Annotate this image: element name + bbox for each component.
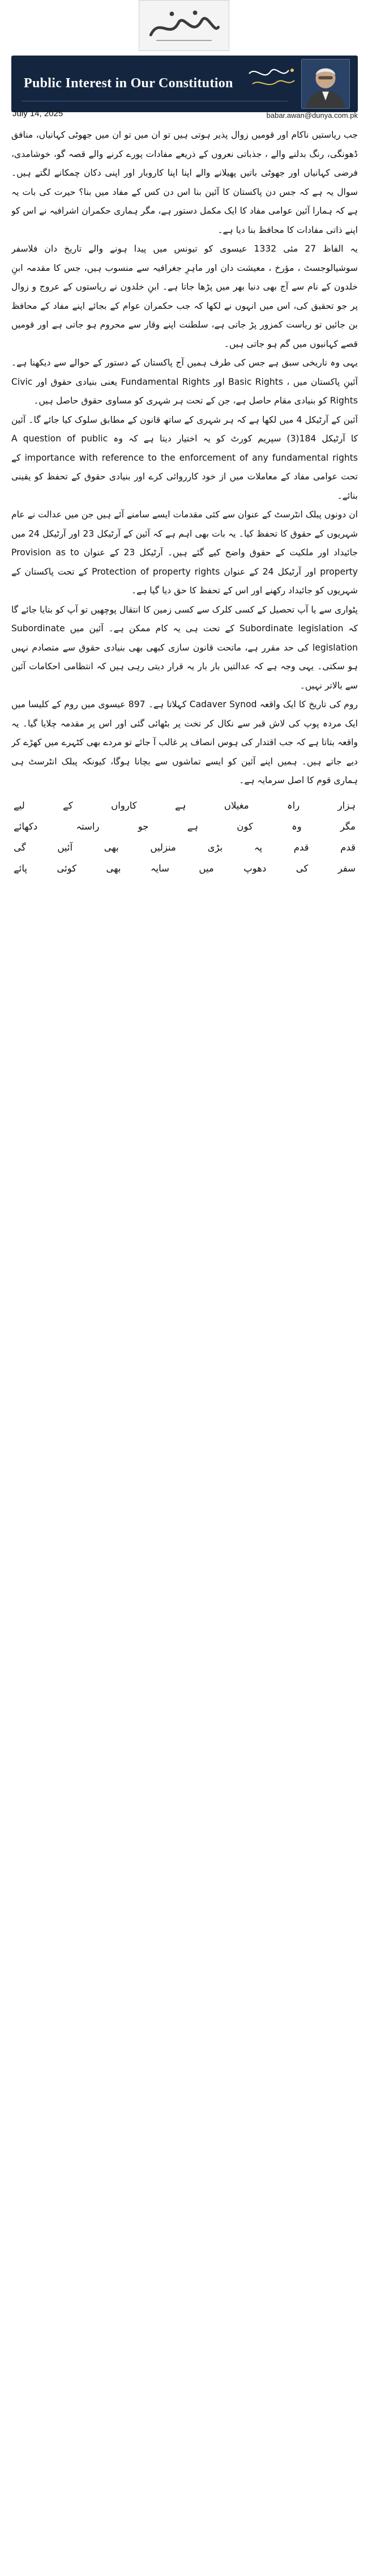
author-signature-seal: [245, 62, 299, 94]
article-paragraph: روم کی تاریخ کا ایک واقعہ Cadaver Synod کہلاتا ہے۔ 897 عیسوی میں روم کے کلیسا میں ایک مردہ پوپ کی لاش قبر سے نکال کر تخت پر بٹھائی گئی اور اس پر مقدمہ چلایا گیا۔ یہ واقعہ بتاتا ہے کہ جب اقتدار کی ہوس انصاف پر غالب آ جائے تو مردے بھی کٹہرے میں کھڑے کر دیے جاتے ہیں۔ ہمیں اپنے آئین کو ایسے تماشوں سے بچانا ہوگا، کیونکہ پبلک انٹرسٹ ہی ہماری قوم کا اصل سرمایہ ہے۔: [11, 699, 358, 785]
verse-word: میں: [199, 862, 214, 874]
verse-word: دکھائے: [14, 821, 38, 832]
closing-verse: [11, 795, 358, 879]
verse-word: راستہ: [76, 821, 100, 832]
article-paragraph: یہ الفاظ 27 مئی 1332 عیسوی کو تیونس میں پیدا ہونے والے تاریخ دان فلاسفر سوشیالوجسٹ ، مؤرخ ، معیشت دان اور ماہرِ جغرافیہ سے منسوب ہیں، جس کا مقدمہ ابنِ خلدون کے نام سے آج بھی دنیا بھر میں پڑھا جاتا ہے۔ ابنِ خلدون نے ریاستوں کے عروج و زوال پر جو تحقیق کی، اس میں انہوں نے لکھا کہ جب حکمران عوام کے بجائے اپنے مفاد کے محافظ بن جائیں تو ریاست کمزور پڑ جاتی ہے، سلطنت اپنے وقار سے محروم ہو جاتی ہے اور قومیں قصے کہانیوں میں گم ہو جاتی ہیں۔: [11, 244, 358, 349]
verse-word: لیے: [14, 800, 25, 811]
article-paragraph: پٹواری سے یا آپ تحصیل کے کسی کلرک سے کسی زمین کا انتقال پوچھیں تو آپ کو بتایا جائے گا کہ Subordinate legislation کے تحت ہی یہ کام ممکن ہے۔ آئین میں Subordinate legislation کی حد مقرر ہے، ماتحت قانون سازی کبھی بھی بنیادی حقوق سے متصادم نہیں ہو سکتی۔ یہی وجہ ہے کہ عدالتیں بار بار یہ قرار دیتی رہی ہیں کہ انتظامی احکامات آئین سے بالاتر نہیں۔: [11, 604, 358, 691]
verse-word: ہے: [175, 800, 186, 811]
verse-word: جو: [138, 821, 149, 832]
verse-word: بڑی: [207, 841, 223, 853]
verse-word: پائے: [14, 862, 27, 874]
verse-word: آئیں: [57, 841, 73, 853]
newspaper-logo-icon: [139, 0, 229, 51]
verse-word: قدم: [293, 841, 309, 853]
author-portrait: [301, 59, 350, 109]
verse-word: کے: [63, 800, 73, 811]
masthead: [0, 0, 368, 120]
verse-word: مگر: [340, 821, 356, 832]
verse-word: قدم: [340, 841, 356, 853]
verse-word: بھی: [104, 841, 119, 853]
article-paragraph: جب ریاستیں ناکام اور قومیں زوال پذیر ہوتی ہیں تو ان میں تو ان میں جھوٹی کہانیاں، منافق ڈھونگی، رنگ بدلنے والے ، جذباتی نعروں کے ذریعے مفادات پورے کرنے والے قصہ گو، خوشامدی، فرضی کہانیاں اور جھوٹی باتیں پھیلانے والے اپنا اپنا کاروبار اور اپنی دکان چمکانے لگتے ہیں۔ سوال یہ ہے کہ جس دن پاکستان کا آئین بنا اس دن کس کے مفاد میں بنا؟ حیرت کی بات یہ ہے کہ ہمارا آئین عوامی مفاد کا ایک مکمل دستور ہے، مگر ہماری حکمران اشرافیہ نے اس کو اپنے ذاتی مفادات کا محافظ بنا دیا ہے۔: [11, 130, 358, 235]
article-paragraph: ان دونوں پبلک انٹرسٹ کے عنوان سے کئی مقدمات ایسے سامنے آئے ہیں جن میں عدالت نے عام شہریوں کے حقوق کا تحفظ کیا۔ یہ بات بھی اہم ہے کہ آئین کے آرٹیکل 23 اور آرٹیکل 24 میں جائیداد اور ملکیت کے حقوق واضح کیے گئے ہیں۔ آرٹیکل 23 کے عنوان Provision as to property اور آرٹیکل 24 کے عنوان Protection of property rights کے تحت پاکستان کے شہریوں کو جائیداد رکھنے اور اس کے تحفظ کا حق دیا گیا ہے۔: [11, 509, 358, 596]
verse-word: وہ: [292, 821, 302, 832]
verse-word: سایہ: [150, 862, 169, 874]
verse-word: ہے: [187, 821, 199, 832]
verse-word: بھی: [106, 862, 121, 874]
column-title: Public Interest in Our Constitution: [24, 76, 233, 91]
verse-word: پہ: [254, 841, 263, 853]
article-paragraph: یہی وہ تاریخی سبق ہے جس کی طرف ہمیں آج پاکستان کے دستور کے حوالے سے دیکھنا ہے۔ آئینِ پاکستان میں ، Basic Rights اور Fundamental Rights یعنی بنیادی حقوق اور Civic Rights کو بنیادی مقام حاصل ہے، جن کے تحت ہر شہری کو مساوی حقوق حاصل ہیں۔: [11, 358, 358, 406]
verse-word: کوئی: [57, 862, 77, 874]
verse-word: سفر: [337, 862, 356, 874]
author-email: babar.awan@dunya.com.pk: [266, 111, 358, 120]
verse-word: کارواں: [111, 800, 137, 811]
verse-line: [11, 816, 358, 837]
verse-word: گی: [14, 841, 26, 853]
verse-word: کی: [296, 862, 309, 874]
verse-word: منزلیں: [150, 841, 176, 853]
verse-line: [11, 795, 358, 816]
verse-word: راہ: [287, 800, 300, 811]
verse-word: مغیلاں: [224, 800, 249, 811]
verse-line: [11, 858, 358, 879]
verse-word: ہزار: [337, 800, 356, 811]
verse-word: کون: [237, 821, 253, 832]
column-banner: [11, 56, 358, 112]
article-paragraph: آئین کے آرٹیکل 4 میں لکھا ہے کہ ہر شہری کے ساتھ قانون کے مطابق سلوک کیا جائے گا۔ آئین کا آرٹیکل 184(3) سپریم کورٹ کو یہ اختیار دیتا ہے کہ وہ A question of public importance with reference to the enforcement of any fundamental rights کے تحت عوامی مفاد کے معاملات میں از خود کارروائی کرے اور بنیادی حقوق کے تحفظ کو یقینی بنائے۔: [11, 414, 358, 501]
verse-line: [11, 837, 358, 858]
article-body: [11, 126, 358, 2562]
verse-word: دھوپ: [243, 862, 267, 874]
publish-date: July 14, 2025: [12, 109, 63, 118]
